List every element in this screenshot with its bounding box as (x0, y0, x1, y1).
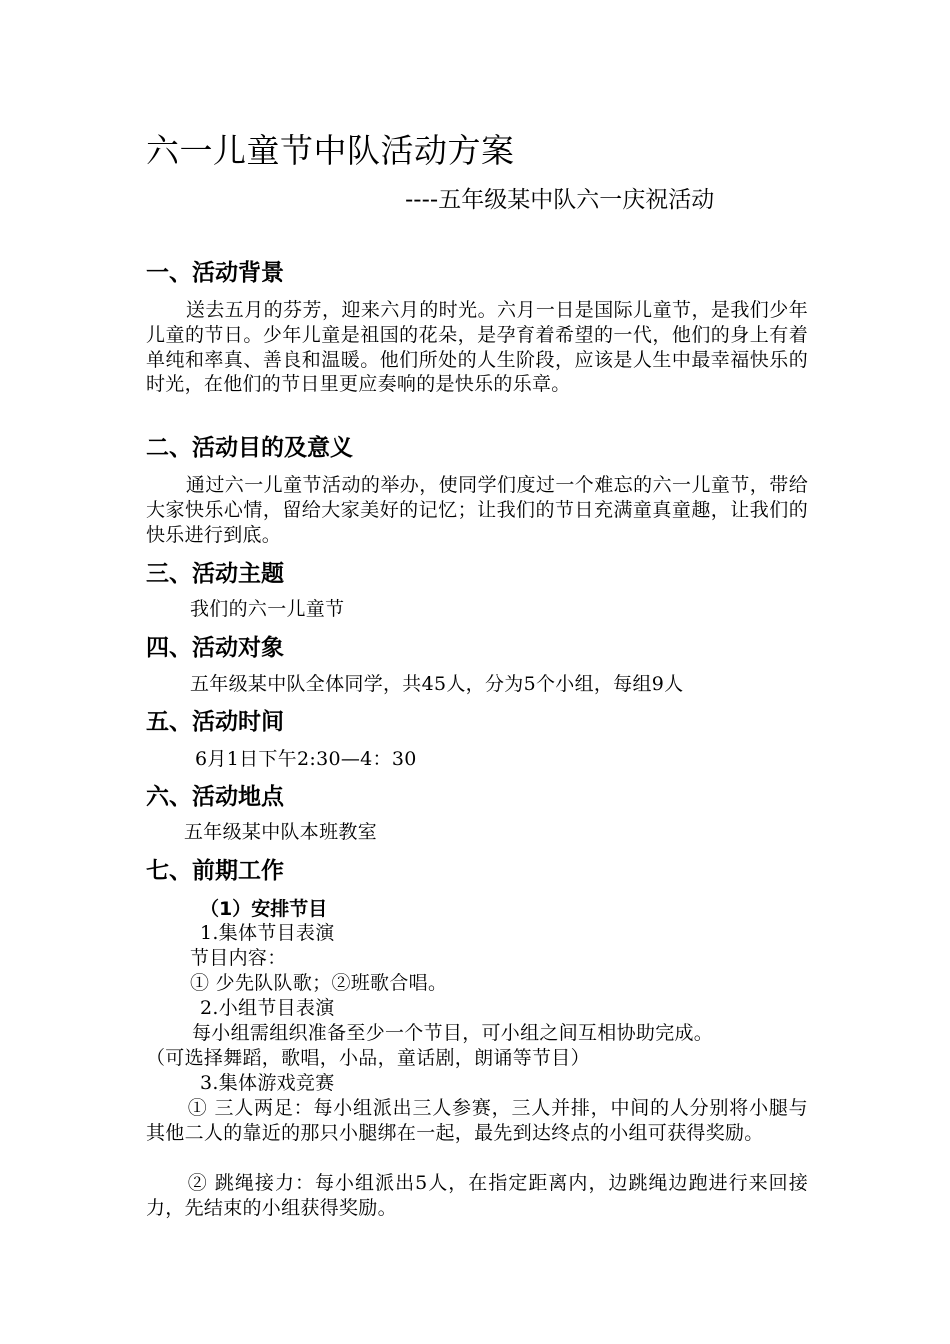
subheading-arrange-programs: （1）安排节目 (200, 898, 328, 920)
item-collective-performance: 1.集体节目表演 (200, 922, 335, 944)
item-collective-games: 3.集体游戏竞赛 (200, 1072, 335, 1094)
section-heading-preparation: 七、前期工作 (146, 858, 284, 884)
program-content: ① 少先队队歌；②班歌合唱。 (190, 972, 448, 994)
section-heading-background: 一、活动背景 (146, 260, 284, 286)
section-heading-time: 五、活动时间 (146, 709, 284, 735)
section-text-purpose: 通过六一儿童节活动的举办，使同学们度过一个难忘的六一儿童节，带给大家快乐心情，留给大家美好的记忆；让我们的节日充满童真童趣，让我们的快乐进行到底。 (146, 474, 808, 546)
program-content-label: 节目内容： (190, 947, 287, 969)
group-performance-note: （可选择舞蹈，歌唱，小品，童话剧，朗诵等节目） (146, 1047, 590, 1069)
section-text-time: 6月1日下午2:30—4：30 (195, 748, 417, 770)
section-heading-theme: 三、活动主题 (146, 561, 284, 587)
section-text-background: 送去五月的芬芳，迎来六月的时光。六月一日是国际儿童节，是我们少年儿童的节日。少年儿童是祖国的花朵，是孕育着希望的一代，他们的身上有着单纯和率真、善良和温暖。他们所处的人生阶段，应该是人生中最幸福快乐的时光，在他们的节日里更应奏响的是快乐的乐章。 (146, 299, 808, 396)
section-text-location: 五年级某中队本班教室 (184, 821, 378, 843)
document-title: 六一儿童节中队活动方案 (146, 131, 515, 170)
section-text-theme: 我们的六一儿童节 (190, 598, 345, 620)
game-three-legged: ① 三人两足：每小组派出三人参赛，三人并排，中间的人分别将小腿与其他二人的靠近的那只小腿绑在一起，最先到达终点的小组可获得奖励。 (146, 1097, 808, 1144)
section-text-participants: 五年级某中队全体同学，共45人，分为5个小组，每组9人 (190, 673, 684, 695)
group-performance-text: 每小组需组织准备至少一个节目，可小组之间互相协助完成。 (192, 1022, 714, 1044)
document-subtitle: ----五年级某中队六一庆祝活动 (405, 187, 715, 213)
section-heading-participants: 四、活动对象 (146, 635, 284, 661)
section-heading-location: 六、活动地点 (146, 784, 284, 810)
game-jump-rope-relay: ② 跳绳接力：每小组派出5人，在指定距离内，边跳绳边跑进行来回接力，先结束的小组获得奖励。 (146, 1172, 808, 1219)
item-group-performance: 2.小组节目表演 (200, 997, 335, 1019)
section-heading-purpose: 二、活动目的及意义 (146, 435, 353, 461)
